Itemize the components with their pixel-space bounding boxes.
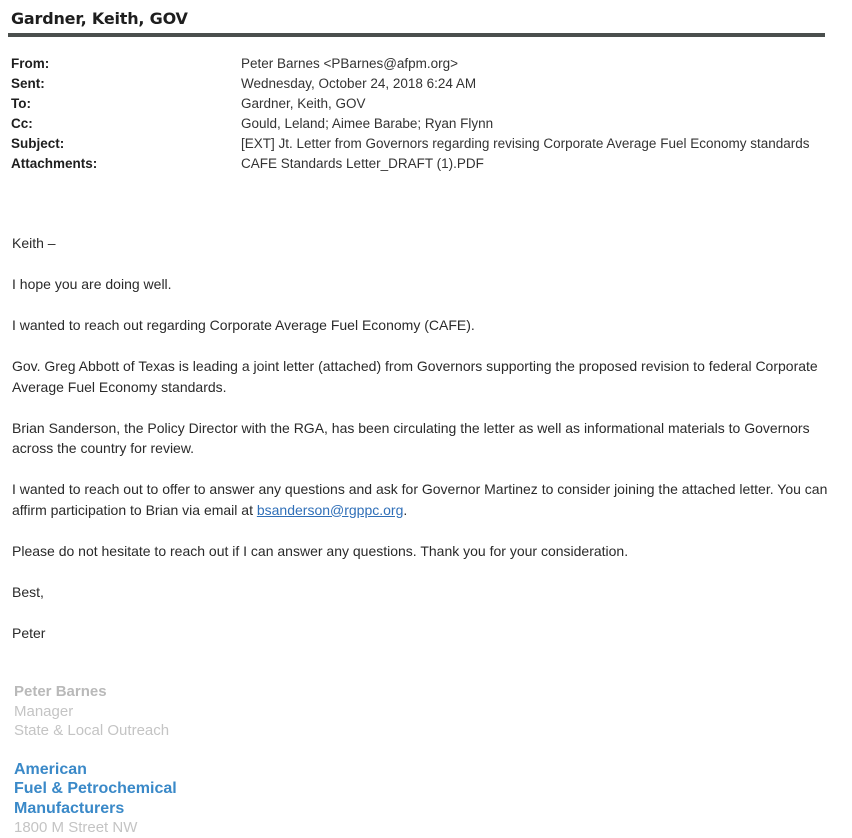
mailbox-owner-title: Gardner, Keith, GOV <box>11 9 188 28</box>
body-paragraph: I wanted to reach out regarding Corporate Average Fuel Economy (CAFE). <box>12 317 475 333</box>
header-sent-value: Wednesday, October 24, 2018 6:24 AM <box>241 76 477 91</box>
greeting: Keith – <box>12 235 56 251</box>
signature-org-line: Manufacturers <box>14 799 125 817</box>
body-paragraph: I hope you are doing well. <box>12 276 172 292</box>
header-label: Cc: <box>11 116 33 131</box>
signature-name: Peter Barnes <box>14 683 107 700</box>
body-text-span: . <box>403 501 408 518</box>
header-label: From: <box>11 56 50 71</box>
header-subject <box>11 134 811 154</box>
header-attachments <box>11 154 811 174</box>
header-to-value: Gardner, Keith, GOV <box>241 96 366 111</box>
attachment-link[interactable]: CAFE Standards Letter_DRAFT (1).PDF <box>241 156 484 171</box>
body-paragraph <box>12 479 842 520</box>
email-signature <box>14 682 177 838</box>
header-label: Attachments: <box>11 156 98 171</box>
closing: Best, <box>12 583 44 600</box>
header-label: To: <box>11 96 31 111</box>
body-paragraph: Please do not hesitate to reach out if I can answer any questions. Thank you for your consideration. <box>12 542 629 559</box>
header-from <box>11 54 811 74</box>
title-divider <box>8 33 825 37</box>
header-label: Sent: <box>11 76 45 91</box>
signature-org-line: Fuel & Petrochemical <box>14 780 177 797</box>
header-subject-value: [EXT] Jt. Letter from Governors regarding revising Corporate Average Fuel Economy standards <box>241 136 810 151</box>
email-body <box>12 233 842 664</box>
header-cc <box>11 114 811 134</box>
email-headers <box>11 54 811 174</box>
signature-address: 1800 M Street NW <box>14 819 138 836</box>
header-to <box>11 94 811 114</box>
signature-department: State & Local Outreach <box>14 722 170 739</box>
header-cc-value: Gould, Leland; Aimee Barabe; Ryan Flynn <box>241 116 494 131</box>
header-label: Subject: <box>11 136 65 151</box>
body-paragraph: Gov. Greg Abbott of Texas is leading a joint letter (attached) from Governors supporting the proposed revision to federal Corporate Average Fuel Economy standards. <box>12 358 818 395</box>
body-text-span: I wanted to reach out to offer to answer any questions and ask for Governor Martinez to consider joining the attached letter. You can affirm participation to Brian via email at <box>12 481 828 518</box>
signature-title: Manager <box>14 702 74 720</box>
signature-org-line: American <box>14 760 87 778</box>
sign-off: Peter <box>12 624 46 641</box>
signature-spacer <box>14 741 177 760</box>
email-link[interactable]: bsanderson@rgppc.org <box>256 501 404 518</box>
header-from-value: Peter Barnes <PBarnes@afpm.org> <box>241 56 459 71</box>
body-paragraph: Brian Sanderson, the Policy Director with the RGA, has been circulating the letter as well as informational materials to Governors across the country for review. <box>12 419 810 456</box>
header-sent <box>11 74 811 94</box>
